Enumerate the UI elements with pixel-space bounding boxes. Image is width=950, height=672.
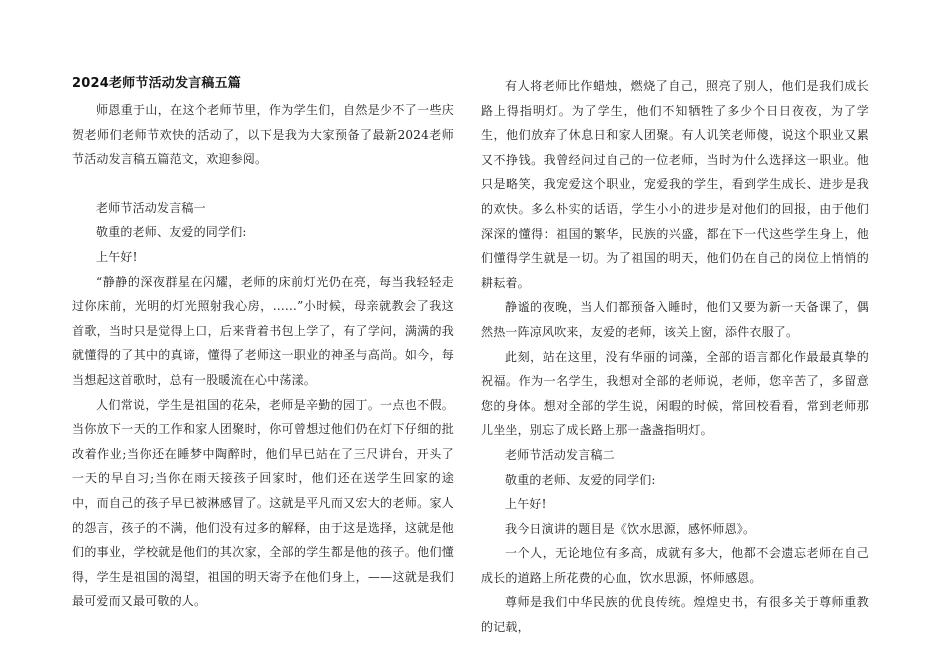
salutation: 敬重的老师、友爱的同学们: (505, 472, 656, 487)
section-heading-1: 老师节活动发言稿一 (96, 200, 206, 215)
paragraph: 此刻，站在这里，没有华丽的词藻，全部的语言都化作最最真挚的祝福。作为一名学生，我想对全部的老师说，老师，您辛苦了，多留意您的身体。想对全部的学生说，闲暇的时候，常回校看看，常到老师那儿坐坐，别忘了成长路上那一盏盏指明灯。 (481, 349, 869, 438)
paragraph: 我今日演讲的题目是《饮水思源，感怀师恩》。 (505, 521, 756, 536)
paragraph-intro: 师恩重于山，在这个老师节里，作为学生们，自然是少不了一些庆贺老师们老师节欢快的活动了，以下是我为大家预备了最新2024老师节活动发言稿五篇范文，欢迎参阅。 (72, 103, 454, 167)
paragraph: 静谧的夜晚，当人们都预备入睡时，他们又要为新一天备课了，偶然热一阵凉风吹来，友爱的老师，该关上窗，添件衣服了。 (481, 300, 869, 339)
paragraph: 尊师是我们中华民族的优良传统。煌煌史书，有很多关于尊师重教的记载， (481, 595, 869, 635)
greeting: 上午好! (96, 249, 138, 264)
greeting: 上午好! (505, 497, 547, 512)
blank-line (72, 172, 454, 196)
left-column (72, 74, 454, 614)
right-column (481, 74, 869, 640)
paragraph: 有人将老师比作蜡烛，燃烧了自己，照亮了别人，他们是我们成长路上得指明灯。为了学生，他们不知牺牲了多少个日日夜夜，为了学生，他们放弃了休息日和家人团聚。有人讥笑老师傻，说这个职业又累又不挣钱。我曾经问过自己的一位老师，当时为什么选择这一职业。他只是略笑，我宠爱这个职业，宠爱我的学生，看到学生成长、进步是我的欢快。多么朴实的话语，学生小小的进步是对他们的回报，由于他们深深的懂得：祖国的繁华，民族的兴盛，都在下一代这些学生身上，他们懂得学生就是一切。为了祖国的明天，他们仍在自己的岗位上悄悄的耕耘着。 (481, 79, 869, 290)
document-title: 2024老师节活动发言稿五篇 (72, 76, 241, 91)
salutation: 敬重的老师、友爱的同学们: (96, 225, 247, 240)
paragraph: 一个人，无论地位有多高，成就有多大，他都不会遗忘老师在自己成长的道路上所花费的心血，饮水思源，怀师感恩。 (481, 546, 869, 585)
paragraph: “静静的深夜群星在闪耀，老师的床前灯光仍在亮，每当我轻轻走过你床前，光明的灯光照射我心房，……”小时候，母亲就教会了我这首歌，当时只是觉得上口，后来背着书包上学了，有了学问，满满的我就懂得的了其中的真谛，懂得了老师这一职业的神圣与高尚。如今，每当想起这首歌时，总有一股暖流在心中荡漾。 (72, 274, 454, 387)
section-heading-2: 老师节活动发言稿二 (505, 447, 615, 462)
paragraph: 人们常说，学生是祖国的花朵，老师是辛勤的园丁。一点也不假。当你放下一天的工作和家人团聚时，你可曾想过他们仍在灯下仔细的批改着作业;当你还在睡梦中陶醉时，他们早已站在了三尺讲台，开头了一天的早自习;当你在雨天接孩子回家时，他们还在送学生回家的途中，而自己的孩子早已被淋感冒了。这就是平凡而又宏大的老师。家人的怨言，孩子的不满，他们没有过多的解释，由于这是选择，这就是他们的事业，学校就是他们的其次家，全部的学生都是他的孩子。他们懂得，学生是祖国的渴望，祖国的明天寄予在他们身上，——这就是我们最可爱而又最可敬的人。 (72, 397, 454, 609)
